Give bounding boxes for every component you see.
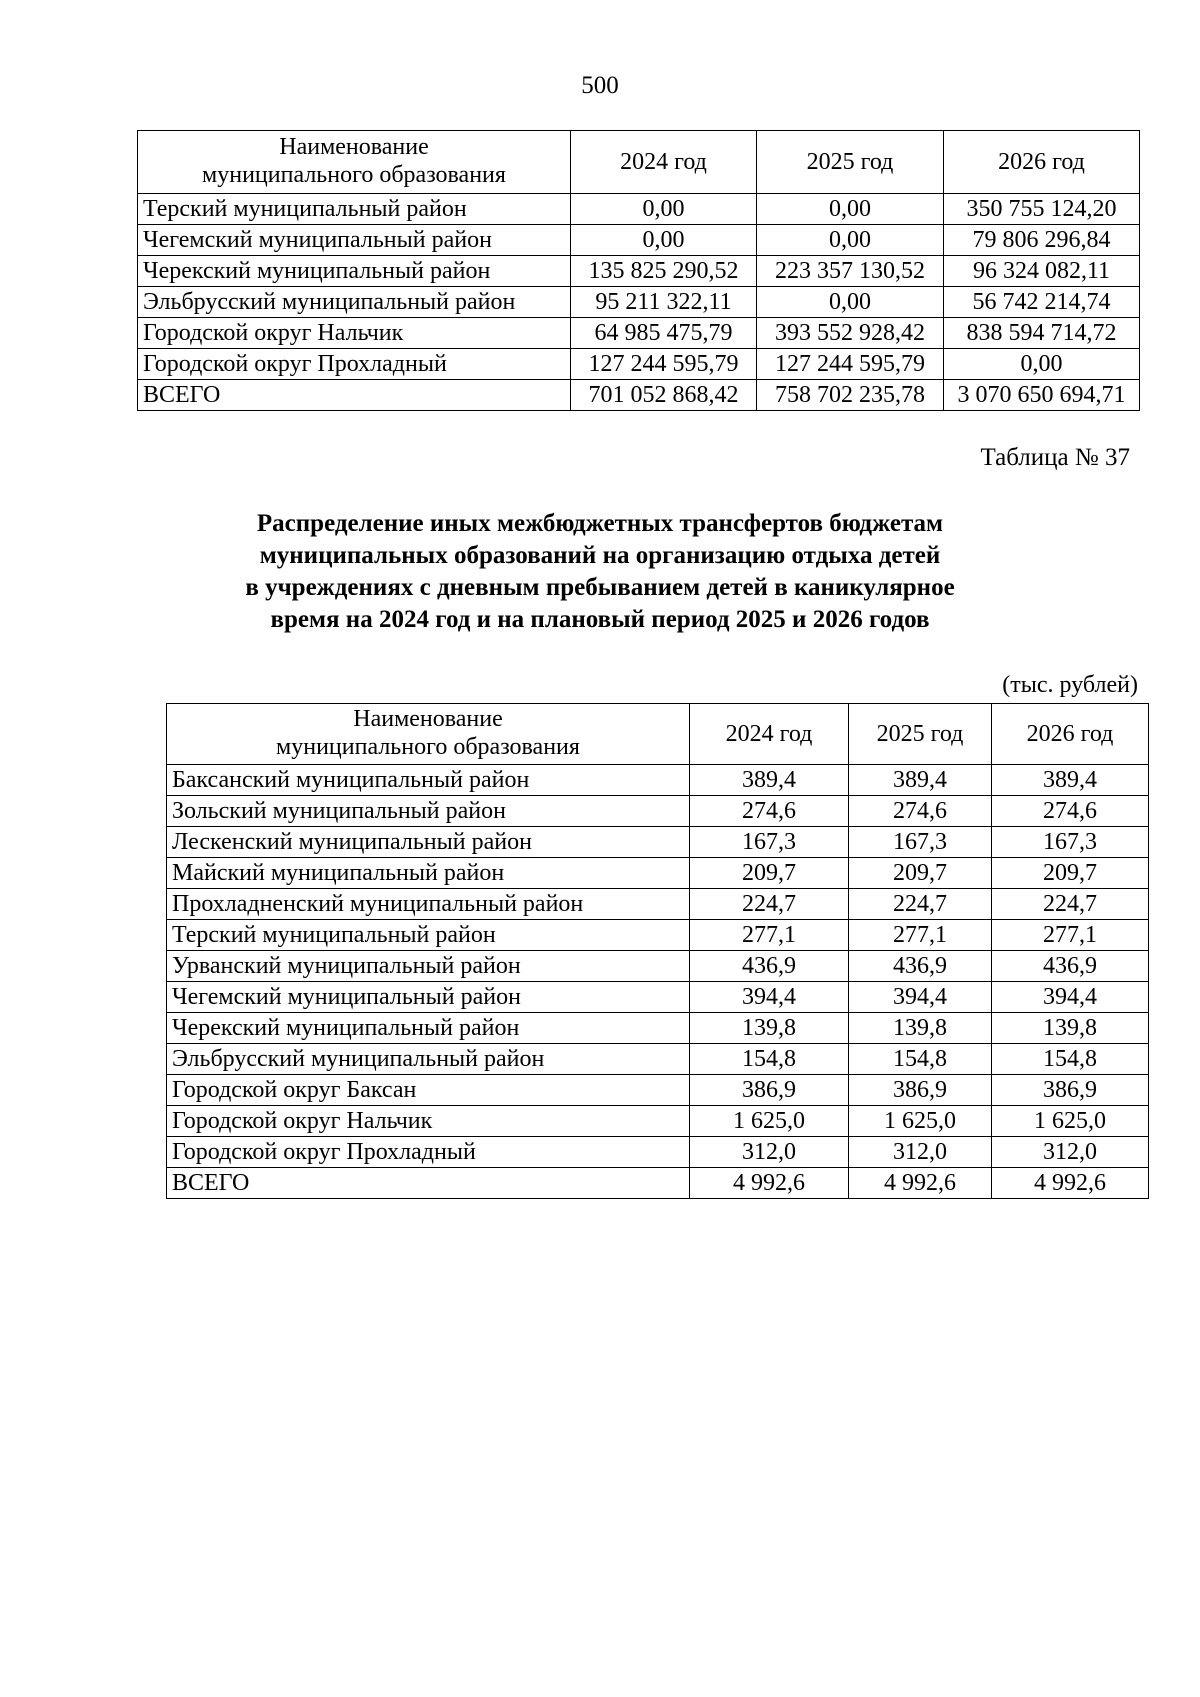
table-row [167, 920, 1149, 951]
row-name: Черекский муниципальный район [138, 256, 571, 287]
row-value-2024: 135 825 290,52 [571, 256, 757, 287]
row-name: Чегемский муниципальный район [138, 225, 571, 256]
row-name: Прохладненский муниципальный район [167, 889, 690, 920]
table-row [167, 1044, 1149, 1075]
row-value-2026: 96 324 082,11 [944, 256, 1140, 287]
row-name: Зольский муниципальный район [167, 796, 690, 827]
row-value-2025: 0,00 [757, 225, 944, 256]
row-value-2025: 209,7 [849, 858, 992, 889]
table-row [167, 827, 1149, 858]
row-value-2024: 389,4 [690, 765, 849, 796]
row-name: Городской округ Нальчик [138, 318, 571, 349]
table-row [167, 1075, 1149, 1106]
row-value-2025: 0,00 [757, 287, 944, 318]
row-value-2024: 127 244 595,79 [571, 349, 757, 380]
table-number: Таблица № 37 [980, 444, 1130, 471]
row-value-2025: 394,4 [849, 982, 992, 1013]
row-value-2025: 758 702 235,78 [757, 380, 944, 411]
header-2026: 2026 год [992, 704, 1149, 765]
header-name [167, 704, 690, 765]
header-name-line1: Наименование [279, 134, 429, 161]
table-row [138, 318, 1140, 349]
row-value-2025: 1 625,0 [849, 1106, 992, 1137]
row-value-2024: 224,7 [690, 889, 849, 920]
row-value-2026: 436,9 [992, 951, 1149, 982]
row-value-2025: 154,8 [849, 1044, 992, 1075]
row-value-2026: 838 594 714,72 [944, 318, 1140, 349]
row-value-2026: 3 070 650 694,71 [944, 380, 1140, 411]
row-value-2024: 312,0 [690, 1137, 849, 1168]
header-2025: 2025 год [849, 704, 992, 765]
header-2024: 2024 год [690, 704, 849, 765]
row-value-2026: 394,4 [992, 982, 1149, 1013]
row-value-2026: 0,00 [944, 349, 1140, 380]
table-previous-continuation [137, 130, 1140, 411]
row-value-2024: 209,7 [690, 858, 849, 889]
table-row [167, 765, 1149, 796]
row-value-2026: 1 625,0 [992, 1106, 1149, 1137]
row-name: Городской округ Баксан [167, 1075, 690, 1106]
row-value-2024: 701 052 868,42 [571, 380, 757, 411]
row-value-2025: 4 992,6 [849, 1168, 992, 1199]
row-value-2026: 4 992,6 [992, 1168, 1149, 1199]
row-value-2024: 95 211 322,11 [571, 287, 757, 318]
row-value-2025: 139,8 [849, 1013, 992, 1044]
row-name: Урванский муниципальный район [167, 951, 690, 982]
row-value-2025: 389,4 [849, 765, 992, 796]
row-value-2025: 393 552 928,42 [757, 318, 944, 349]
row-value-2024: 64 985 475,79 [571, 318, 757, 349]
row-value-2024: 1 625,0 [690, 1106, 849, 1137]
title-line: в учреждениях с дневным пребыванием детей в каникулярное [245, 574, 955, 601]
row-value-2026: 224,7 [992, 889, 1149, 920]
table-row [138, 349, 1140, 380]
row-value-2024: 154,8 [690, 1044, 849, 1075]
table-row [167, 982, 1149, 1013]
table-row [138, 256, 1140, 287]
row-value-2024: 274,6 [690, 796, 849, 827]
row-name: Черекский муниципальный район [167, 1013, 690, 1044]
table-row [167, 1013, 1149, 1044]
row-name: Майский муниципальный район [167, 858, 690, 889]
row-value-2026: 56 742 214,74 [944, 287, 1140, 318]
row-value-2025: 167,3 [849, 827, 992, 858]
table-row [167, 889, 1149, 920]
row-value-2025: 312,0 [849, 1137, 992, 1168]
row-name: Лескенский муниципальный район [167, 827, 690, 858]
row-name: Городской округ Нальчик [167, 1106, 690, 1137]
header-name-line1: Наименование [353, 706, 503, 733]
row-value-2026: 154,8 [992, 1044, 1149, 1075]
row-name: ВСЕГО [138, 380, 571, 411]
row-value-2026: 139,8 [992, 1013, 1149, 1044]
row-value-2025: 0,00 [757, 194, 944, 225]
header-2025: 2025 год [757, 131, 944, 194]
row-value-2024: 4 992,6 [690, 1168, 849, 1199]
row-value-2026: 386,9 [992, 1075, 1149, 1106]
row-name: Городской округ Прохладный [167, 1137, 690, 1168]
row-value-2024: 0,00 [571, 225, 757, 256]
title-line: Распределение иных межбюджетных трансфертов бюджетам [256, 510, 944, 537]
row-value-2024: 139,8 [690, 1013, 849, 1044]
table-row [167, 951, 1149, 982]
row-value-2024: 436,9 [690, 951, 849, 982]
units-label: (тыс. рублей) [1002, 672, 1138, 698]
header-2026: 2026 год [944, 131, 1140, 194]
row-value-2026: 389,4 [992, 765, 1149, 796]
row-value-2024: 167,3 [690, 827, 849, 858]
title-line: муниципальных образований на организацию отдыха детей [259, 542, 941, 569]
table-total-row [167, 1168, 1149, 1199]
row-name: ВСЕГО [167, 1168, 690, 1199]
row-value-2025: 436,9 [849, 951, 992, 982]
row-value-2026: 209,7 [992, 858, 1149, 889]
table-header-row [138, 131, 1140, 194]
row-value-2026: 167,3 [992, 827, 1149, 858]
row-value-2025: 127 244 595,79 [757, 349, 944, 380]
row-name: Баксанский муниципальный район [167, 765, 690, 796]
header-2024: 2024 год [571, 131, 757, 194]
row-value-2026: 312,0 [992, 1137, 1149, 1168]
row-name: Городской округ Прохладный [138, 349, 571, 380]
header-name-line2: муниципального образования [202, 162, 506, 188]
table-row [167, 858, 1149, 889]
row-value-2024: 277,1 [690, 920, 849, 951]
table-row [138, 194, 1140, 225]
row-name: Чегемский муниципальный район [167, 982, 690, 1013]
row-value-2026: 274,6 [992, 796, 1149, 827]
table-row [138, 225, 1140, 256]
table-37 [166, 703, 1149, 1199]
header-name-line2: муниципального образования [276, 734, 580, 760]
row-value-2025: 223 357 130,52 [757, 256, 944, 287]
row-value-2024: 394,4 [690, 982, 849, 1013]
row-name: Эльбрусский муниципальный район [167, 1044, 690, 1075]
table-total-row [138, 380, 1140, 411]
row-value-2026: 350 755 124,20 [944, 194, 1140, 225]
table-row [167, 1137, 1149, 1168]
page-number: 500 [581, 72, 619, 99]
table-row [167, 796, 1149, 827]
row-value-2025: 277,1 [849, 920, 992, 951]
table-row [138, 287, 1140, 318]
row-value-2026: 79 806 296,84 [944, 225, 1140, 256]
row-value-2024: 386,9 [690, 1075, 849, 1106]
table-header-row [167, 704, 1149, 765]
row-value-2025: 386,9 [849, 1075, 992, 1106]
title-line: время на 2024 год и на плановый период 2025 и 2026 годов [270, 606, 930, 633]
row-name: Эльбрусский муниципальный район [138, 287, 571, 318]
header-name [138, 131, 571, 194]
row-value-2025: 224,7 [849, 889, 992, 920]
row-name: Терский муниципальный район [138, 194, 571, 225]
table-row [167, 1106, 1149, 1137]
table-title [0, 508, 1200, 636]
row-name: Терский муниципальный район [167, 920, 690, 951]
row-value-2024: 0,00 [571, 194, 757, 225]
row-value-2026: 277,1 [992, 920, 1149, 951]
row-value-2025: 274,6 [849, 796, 992, 827]
